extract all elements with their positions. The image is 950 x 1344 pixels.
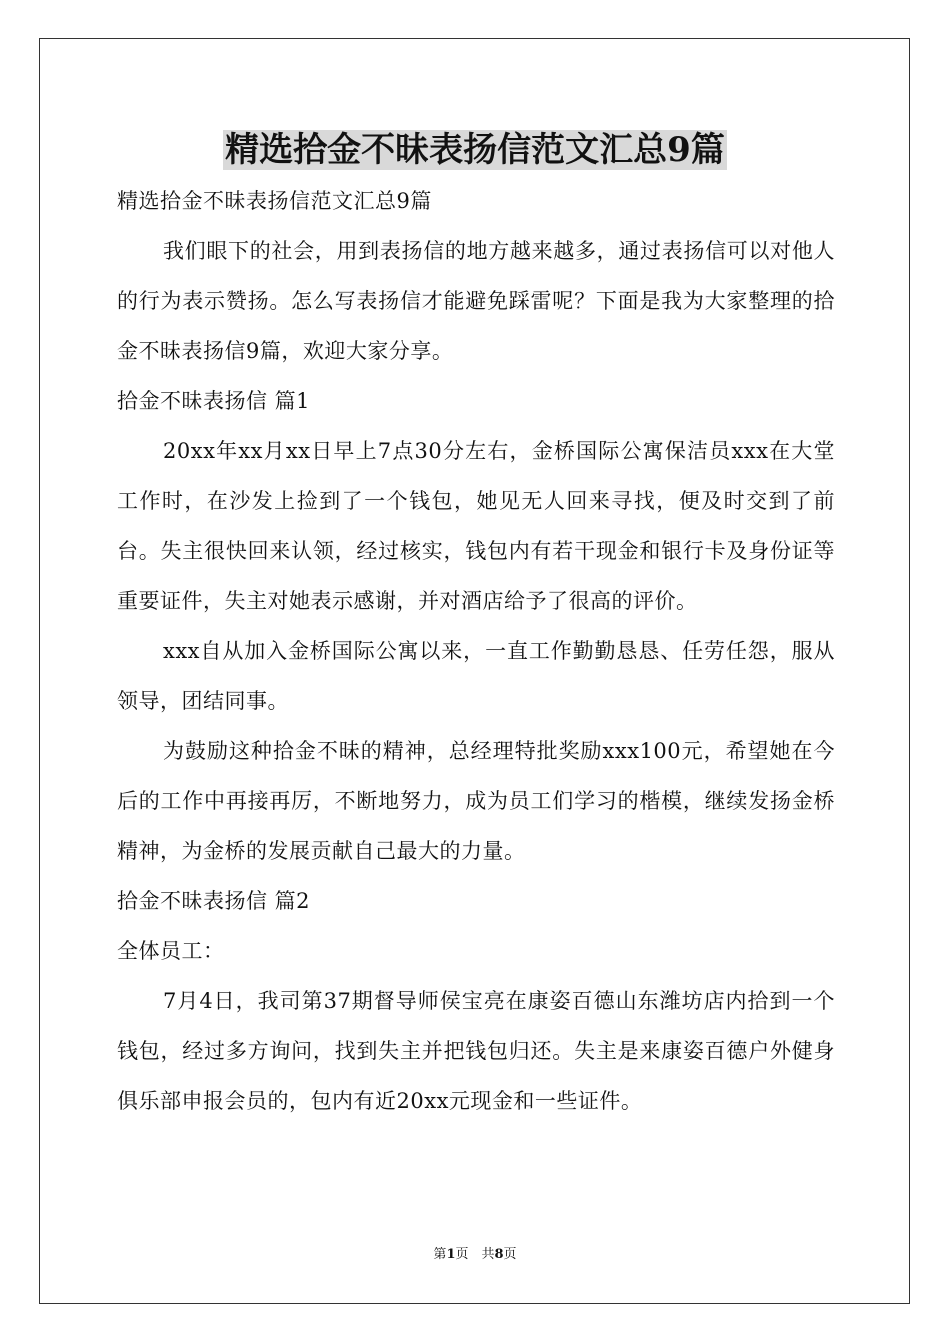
paragraph-1-2: xxx自从加入金桥国际公寓以来，一直工作勤勤恳恳、任劳任怨，服从领导，团结同事。 [117, 639, 835, 713]
document-title [0, 128, 950, 172]
footer-page-current: 1 [446, 1247, 456, 1262]
footer-page-suffix: 页 [503, 1247, 517, 1262]
paragraph-1-1: 20xx年xx月xx日早上7点30分左右，金桥国际公寓保洁员xxx在大堂工作时，在沙发上捡到了一个钱包，她见无人回来寻找，便及时交到了前台。失主很快回来认领，经过核实，钱包内有若干现金和银行卡及身份证等重要证件，失主对她表示感谢，并对酒店给予了很高的评价。 [117, 439, 835, 613]
salutation: 全体员工： [117, 939, 225, 963]
intro-paragraph: 我们眼下的社会，用到表扬信的地方越来越多，通过表扬信可以对他人的行为表示赞扬。怎么写表扬信才能避免踩雷呢？下面是我为大家整理的拾金不昧表扬信9篇，欢迎大家分享。 [117, 239, 835, 363]
document-body [117, 176, 835, 1126]
footer-page-total: 8 [494, 1247, 504, 1262]
section-heading-2: 拾金不昧表扬信 篇2 [117, 889, 311, 913]
page-footer [0, 1246, 950, 1264]
paragraph-1-3: 为鼓励这种拾金不昧的精神，总经理特批奖励xxx100元，希望她在今后的工作中再接再厉，不断地努力，成为员工们学习的楷模，继续发扬金桥精神，为金桥的发展贡献自己最大的力量。 [117, 739, 835, 863]
document-title-text: 精选拾金不昧表扬信范文汇总9篇 [225, 130, 725, 170]
footer-page-mid: 页 共 [455, 1247, 495, 1262]
paragraph-2-1: 7月4日，我司第37期督导师侯宝亮在康姿百德山东潍坊店内拾到一个钱包，经过多方询问，找到失主并把钱包归还。失主是来康姿百德户外健身俱乐部申报会员的，包内有近20xx元现金和一些证件。 [117, 989, 835, 1113]
section-heading-1: 拾金不昧表扬信 篇1 [117, 389, 311, 413]
footer-page-prefix: 第 [433, 1247, 447, 1262]
subtitle-line: 精选拾金不昧表扬信范文汇总9篇 [117, 189, 432, 213]
